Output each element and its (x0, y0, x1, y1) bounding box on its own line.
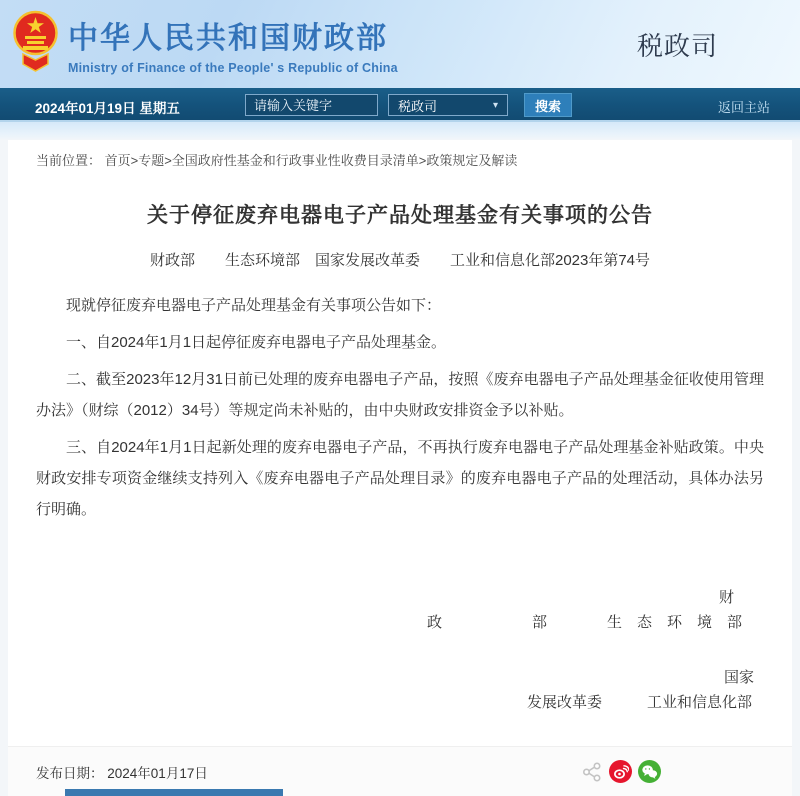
article-paragraph: 一、自2024年1月1日起停征废弃电器电子产品处理基金。 (66, 334, 447, 351)
footer-bar-partial (65, 789, 283, 796)
national-emblem-icon (12, 9, 59, 75)
document-number: 财政部 生态环境部 国家发展改革委 工业和信息化部2023年第74号 (149, 252, 651, 269)
ministry-logo[interactable] (12, 9, 398, 75)
signature-line: 政 部 生 态 环 境 部 (426, 614, 742, 631)
search-input[interactable] (245, 94, 378, 116)
site-header (0, 0, 800, 88)
article-paragraph: 现就停征废弃电器电子产品处理基金有关事项公告如下： (66, 297, 442, 314)
article-paragraph: 二、截至2023年12月31日前已处理的废弃电器电子产品，按照《废弃电器电子产品处理基金征收使用管理办法》（财综（2012）34号）等规定尚未补贴的，由中央财政安排资金予以补贴。 (36, 371, 764, 419)
department-name: 税政司 (636, 31, 718, 61)
share-icons-group (581, 760, 661, 783)
weibo-icon[interactable] (609, 760, 632, 783)
publish-date-text (36, 762, 208, 782)
header-divider-sky (0, 122, 800, 140)
publish-date-label: 发布日期： (36, 765, 104, 781)
breadcrumb[interactable]: 当前位置： 首页>专题>全国政府性基金和行政事业性收费目录清单>政策规定及解读 (36, 153, 518, 168)
article-paragraph: 三、自2024年1月1日起新处理的废弃电器电子产品，不再执行废弃电器电子产品处理基金补贴政策。中央财政安排专项资金继续支持列入《废弃电器电子产品处理目录》的废弃电器电子产品的处理活动，具体办法另行明确。 (36, 439, 764, 518)
search-scope-select[interactable] (388, 94, 508, 116)
search-scope-value: 税政司 (398, 98, 438, 114)
current-date: 2024年01月19日 星期五 (35, 101, 180, 116)
wechat-icon[interactable] (638, 760, 661, 783)
signature-line: 发展改革委 工业和信息化部 (526, 694, 752, 711)
top-navbar (0, 88, 800, 122)
article-body (8, 290, 792, 792)
publish-date-value: 2024年01月17日 (107, 765, 208, 781)
search-button[interactable]: 搜索 (524, 93, 572, 117)
content-panel (8, 140, 792, 796)
signature-line: 国家 (723, 669, 754, 686)
share-icon[interactable] (581, 761, 603, 783)
ministry-title-en: Ministry of Finance of the People' s Republic of China (68, 61, 398, 75)
ministry-title-cn: 中华人民共和国财政部 (68, 22, 388, 55)
back-to-main-site-link[interactable]: 返回主站 (717, 100, 770, 115)
brand-text (68, 9, 398, 75)
chevron-down-icon: ▾ (492, 99, 498, 111)
article-title: 关于停征废弃电器电子产品处理基金有关事项的公告 (147, 204, 653, 227)
signature-line: 财 (718, 589, 734, 606)
